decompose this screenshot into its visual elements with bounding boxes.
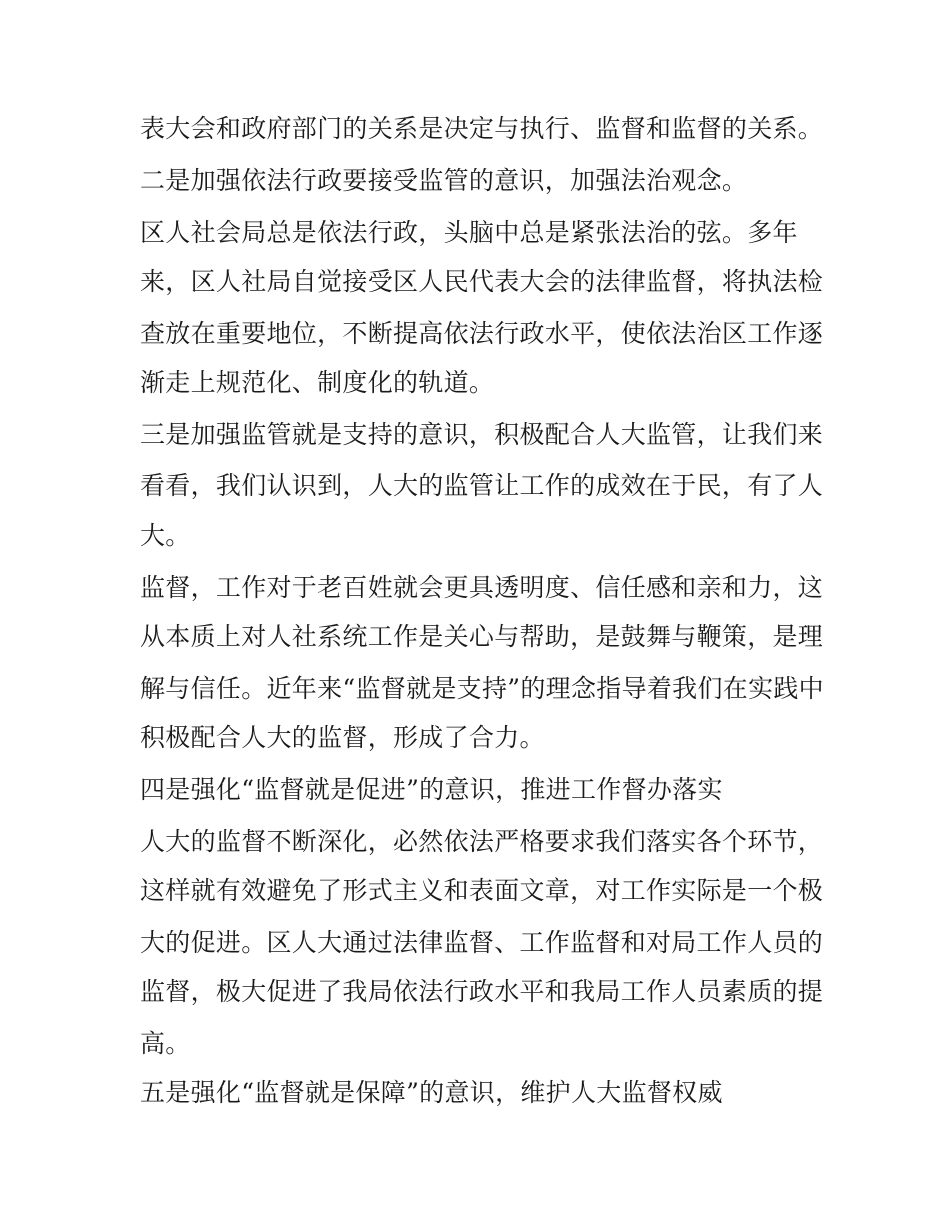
text-line: 监督，工作对于老百姓就会更具透明度、信任感和亲和力，这 [140,573,824,602]
text-line: 四是强化“监督就是促进”的意识，推进工作督办落实 [140,775,723,804]
text-line: 查放在重要地位，不断提高依法行政水平，使依法治区工作逐 [140,319,824,348]
text-line: 高。 [140,1029,191,1058]
text-line: 来，区人社局自觉接受区人民代表大会的法律监督，将执法检 [140,267,824,296]
text-line: 大。 [140,521,191,550]
text-line: 解与信任。近年来“监督就是支持”的理念指导着我们在实践中 [140,674,824,703]
text-line: 这样就有效避免了形式主义和表面文章，对工作实际是一个极 [140,876,824,905]
text-line: 积极配合人大的监督，形成了合力。 [140,723,545,752]
text-line: 二是加强依法行政要接受监管的意识，加强法治观念。 [140,166,748,195]
text-line: 从本质上对人社系统工作是关心与帮助，是鼓舞与鞭策，是理 [140,622,824,651]
text-line: 看看，我们认识到，人大的监管让工作的成效在于民，有了人 [140,471,824,500]
text-line: 区人社会局总是依法行政，头脑中总是紧张法治的弦。多年 [140,218,798,247]
text-line: 渐走上规范化、制度化的轨道。 [140,368,495,397]
text-line: 大的促进。区人大通过法律监督、工作监督和对局工作人员的 [140,928,824,957]
text-line: 表大会和政府部门的关系是决定与执行、监督和监督的关系。 [140,114,824,143]
text-line: 三是加强监管就是支持的意识，积极配合人大监管，让我们来 [140,420,824,449]
text-line: 五是强化“监督就是保障”的意识，维护人大监督权威 [140,1078,723,1107]
text-line: 监督，极大促进了我局依法行政水平和我局工作人员素质的提 [140,977,824,1006]
text-line: 人大的监督不断深化，必然依法严格要求我们落实各个环节， [140,827,824,856]
